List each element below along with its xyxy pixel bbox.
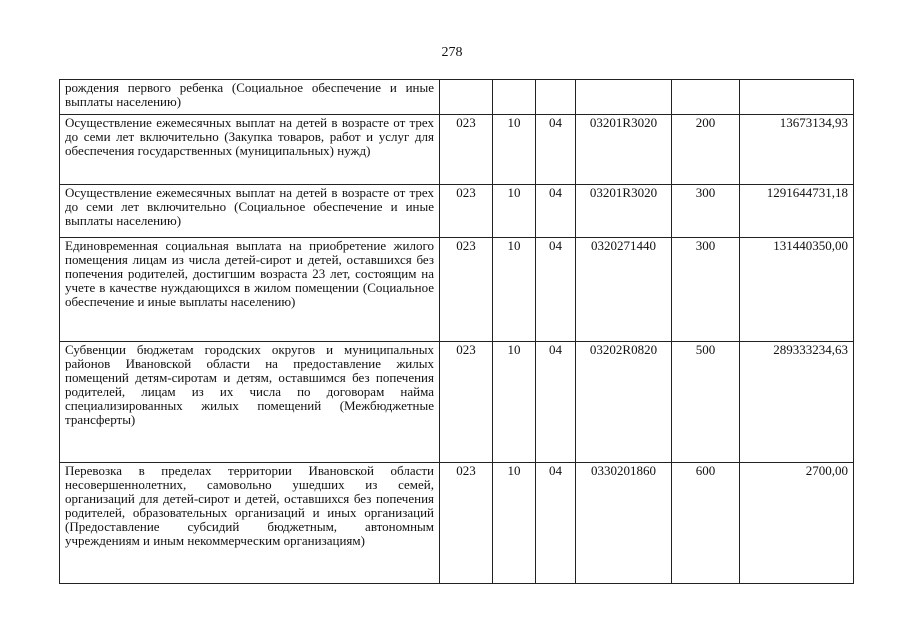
table-row: [60, 238, 854, 342]
row-description: Осуществление ежемесячных выплат на детей в возрасте от трех до семи лет включительно (Социальное обеспечение и иные выплаты населению): [60, 185, 440, 238]
subsection-code: 04: [536, 342, 576, 463]
subsection-code: 04: [536, 115, 576, 185]
expense-type-code: 300: [672, 238, 740, 342]
table-row: [60, 185, 854, 238]
row-description: Единовременная социальная выплата на приобретение жилого помещения лицам из числа детей-сирот и детей, оставшихся без попечения родителей, достигшим возраста 23 лет, состоящим на учете в качестве нуждающихся в жилом помещении (Социальное обеспечение и иные выплаты населению): [60, 238, 440, 342]
section-code: 10: [493, 185, 536, 238]
expense-type-code: 300: [672, 185, 740, 238]
target-article-code: 03201R3020: [576, 185, 672, 238]
expense-type-code: [672, 80, 740, 115]
target-article-code: [576, 80, 672, 115]
ministry-code: 023: [440, 463, 493, 584]
ministry-code: 023: [440, 115, 493, 185]
target-article-code: 0320271440: [576, 238, 672, 342]
row-description: Осуществление ежемесячных выплат на детей в возрасте от трех до семи лет включительно (Закупка товаров, работ и услуг для обеспечения государственных (муниципальных) нужд): [60, 115, 440, 185]
ministry-code: 023: [440, 185, 493, 238]
expense-type-code: 500: [672, 342, 740, 463]
page-number: 278: [441, 45, 463, 60]
table-row: [60, 463, 854, 584]
subsection-code: 04: [536, 238, 576, 342]
amount: 2700,00: [740, 463, 854, 584]
budget-table: [59, 79, 854, 584]
subsection-code: 04: [536, 185, 576, 238]
expense-type-code: 200: [672, 115, 740, 185]
section-code: [493, 80, 536, 115]
section-code: 10: [493, 342, 536, 463]
row-description: рождения первого ребенка (Социальное обеспечение и иные выплаты населению): [60, 80, 440, 115]
ministry-code: 023: [440, 238, 493, 342]
table-row: [60, 115, 854, 185]
amount: 13673134,93: [740, 115, 854, 185]
expense-type-code: 600: [672, 463, 740, 584]
target-article-code: 03201R3020: [576, 115, 672, 185]
amount: 1291644731,18: [740, 185, 854, 238]
amount: 131440350,00: [740, 238, 854, 342]
section-code: 10: [493, 115, 536, 185]
target-article-code: 0330201860: [576, 463, 672, 584]
subsection-code: 04: [536, 463, 576, 584]
table-row: [60, 342, 854, 463]
amount: [740, 80, 854, 115]
row-description: Перевозка в пределах территории Ивановской области несовершеннолетних, самовольно ушедших из семей, организаций для детей-сирот и детей, оставшихся без попечения родителей, образовательных организаций и иных организаций (Предоставление субсидий бюджетным, автономным учреждениям и иным некоммерческим организациям): [60, 463, 440, 584]
ministry-code: [440, 80, 493, 115]
section-code: 10: [493, 238, 536, 342]
row-description: Субвенции бюджетам городских округов и муниципальных районов Ивановской области на предоставление жилых помещений детям-сиротам и детям, оставшимся без попечения родителей, лицам из их числа по договорам найма специализированных жилых помещений (Межбюджетные трансферты): [60, 342, 440, 463]
table-row: [60, 80, 854, 115]
section-code: 10: [493, 463, 536, 584]
ministry-code: 023: [440, 342, 493, 463]
amount: 289333234,63: [740, 342, 854, 463]
subsection-code: [536, 80, 576, 115]
target-article-code: 03202R0820: [576, 342, 672, 463]
